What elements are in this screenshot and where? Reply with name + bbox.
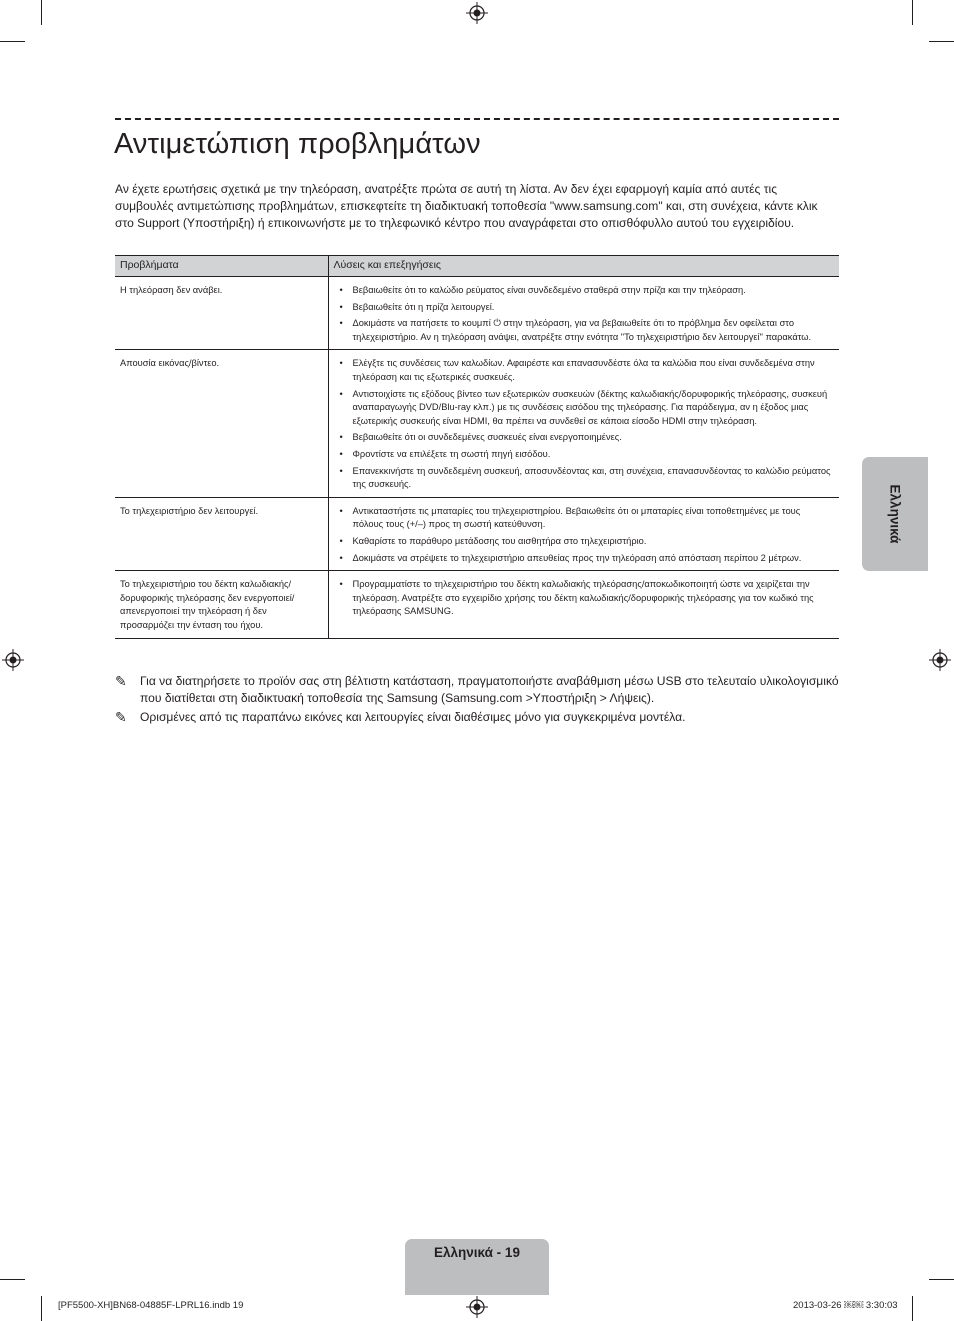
solution-item: • Καθαρίστε το παράθυρο μετάδοσης του αισθητήρα στο τηλεχειριστήριο. [337,535,832,549]
crop-mark [41,0,42,25]
registration-mark-icon [466,2,488,24]
solution-item: • Βεβαιωθείτε ότι το καλώδιο ρεύματος είναι συνδεδεμένο σταθερά στην πρίζα και την τηλεόραση. [337,284,832,298]
notes-section [115,673,839,728]
solution-item: • Φροντίστε να επιλέξετε τη σωστή πηγή εισόδου. [337,448,832,462]
solutions-cell [328,497,839,570]
page-title: Αντιμετώπιση προβλημάτων [114,128,481,160]
language-side-tab [862,457,928,571]
solution-item: • Βεβαιωθείτε ότι η πρίζα λειτουργεί. [337,301,832,315]
page-number-label: Ελληνικά - 19 [434,1245,520,1260]
registration-mark-icon [466,1296,488,1318]
print-slug-file: [PF5500-XH]BN68-04885F-LPRL16.indb 19 [58,1300,244,1311]
table-row [115,350,839,497]
solution-item: • Αντιστοιχίστε τις εξόδους βίντεο των εξωτερικών συσκευών (δέκτης καλωδιακής/δορυφορικής τηλεόρασης, συσκευή αναπαραγωγής DVD/Blu-ray κλπ.) με τις συνδέσεις εισόδου της τηλεόρασης. Για παράδειγμα, αν η έξοδος μιας εξωτερικής συσκευής είναι HDMI, θα πρέπει να συνδεθεί σε κάποια είσοδο HDMI στην τηλεόραση. [337,388,832,429]
pencil-note-icon: ✎ [115,673,127,689]
pencil-note-icon: ✎ [115,709,127,725]
solution-item: • Προγραμματίστε το τηλεχειριστήριο του δέκτη καλωδιακής τηλεόρασης/αποκωδικοποιητή ώστε να χειρίζεται την τηλεόραση. Ανατρέξτε στο εγχειρίδιο χρήσης του δέκτη καλωδιακής/δορυφορικής τηλεόρασης για τον κωδικό της τηλεόρασης SAMSUNG. [337,578,832,619]
problem-cell: Το τηλεχειριστήριο δεν λειτουργεί. [115,497,328,570]
problem-cell: Απουσία εικόνας/βίντεο. [115,350,328,497]
solution-item: • Δοκιμάστε να στρέψετε το τηλεχειριστήριο απευθείας προς την τηλεόραση από απόσταση περίπου 2 μέτρων. [337,552,832,566]
solutions-cell [328,277,839,350]
solutions-cell [328,571,839,639]
crop-mark [0,41,25,42]
column-header-solutions: Λύσεις και επεξηγήσεις [328,256,839,277]
intro-paragraph: Αν έχετε ερωτήσεις σχετικά με την τηλεόραση, ανατρέξτε πρώτα σε αυτή τη λίστα. Αν δεν έχει εφαρμογή καμία από αυτές τις συμβουλές αντιμετώπισης προβλημάτων, επισκεφτείτε τη διαδικτυακή τοποθεσία "www.samsung.com" και, στη συνέχεια, κάντε κλικ στο Support (Υποστήριξη) ή επικοινωνήστε με το τηλεφωνικό κέντρο που αναγράφεται στο οπισθόφυλλο αυτού του εγχειριδίου. [115,182,818,230]
solutions-list [337,284,832,344]
page-number-tab [405,1239,549,1295]
note-text: Για να διατηρήσετε το προϊόν σας στη βέλτιστη κατάσταση, πραγματοποιήστε αναβάθμιση μέσω USB στο τελευταίο υλικολογισμικό που διατίθεται στη διαδικτυακή τοποθεσία της Samsung (Samsung.com >Υποστήριξη > Λήψεις). [140,674,839,705]
note-item [115,709,839,726]
table-row [115,571,839,639]
title-dashed-rule [115,118,839,120]
solutions-cell [328,350,839,497]
solutions-list [337,578,832,619]
print-slug-timestamp: 2013-03-26 ￼￼ 3:30:03 [793,1300,898,1311]
table-row [115,277,839,350]
crop-mark [0,1279,25,1280]
solutions-list [337,505,832,565]
column-header-problems: Προβλήματα [115,256,328,277]
crop-mark [912,1296,913,1321]
crop-mark [41,1296,42,1321]
problem-cell: Το τηλεχειριστήριο του δέκτη καλωδιακής/δορυφορικής τηλεόρασης δεν ενεργοποιεί/απενεργοποιεί την τηλεόραση ή δεν προσαρμόζει την ένταση του ήχου. [115,571,328,639]
troubleshooting-table [115,255,839,639]
solution-item: • Δοκιμάστε να πατήσετε το κουμπί ⏻ στην τηλεόραση, για να βεβαιωθείτε ότι το πρόβλημα δεν οφείλεται στο τηλεχειριστήριο. Αν η τηλεόραση ανάψει, ανατρέξτε στην ενότητα "Το τηλεχειριστήριο δεν λειτουργεί" παρακάτω. [337,317,832,344]
problem-cell: Η τηλεόραση δεν ανάβει. [115,277,328,350]
solution-item: • Βεβαιωθείτε ότι οι συνδεδεμένες συσκευές είναι ενεργοποιημένες. [337,431,832,445]
crop-mark [929,41,954,42]
note-item [115,673,839,707]
solutions-list [337,357,832,491]
note-text: Ορισμένες από τις παραπάνω εικόνες και λειτουργίες είναι διαθέσιμες μόνο για συγκεκριμένα μοντέλα. [140,710,686,724]
solution-item: • Αντικαταστήστε τις μπαταρίες του τηλεχειριστηρίου. Βεβαιωθείτε ότι οι μπαταρίες είναι τοποθετημένες με τους πόλους τους (+/–) προς τη σωστή κατεύθυνση. [337,505,832,532]
crop-mark [912,0,913,25]
solution-item: • Ελέγξτε τις συνδέσεις των καλωδίων. Αφαιρέστε και επανασυνδέστε όλα τα καλώδια που είναι συνδεδεμένα στην τηλεόραση και τις εξωτερικές συσκευές. [337,357,832,384]
crop-mark [929,1279,954,1280]
table-header-row [115,256,839,277]
table-row [115,497,839,570]
language-side-tab-label: Ελληνικά [887,484,903,544]
registration-mark-icon [929,649,951,671]
registration-mark-icon [2,649,24,671]
solution-item: • Επανεκκινήστε τη συνδεδεμένη συσκευή, αποσυνδέοντας και, στη συνέχεια, επανασυνδέοντας το καλώδιο ρεύματος της συσκευής. [337,465,832,492]
